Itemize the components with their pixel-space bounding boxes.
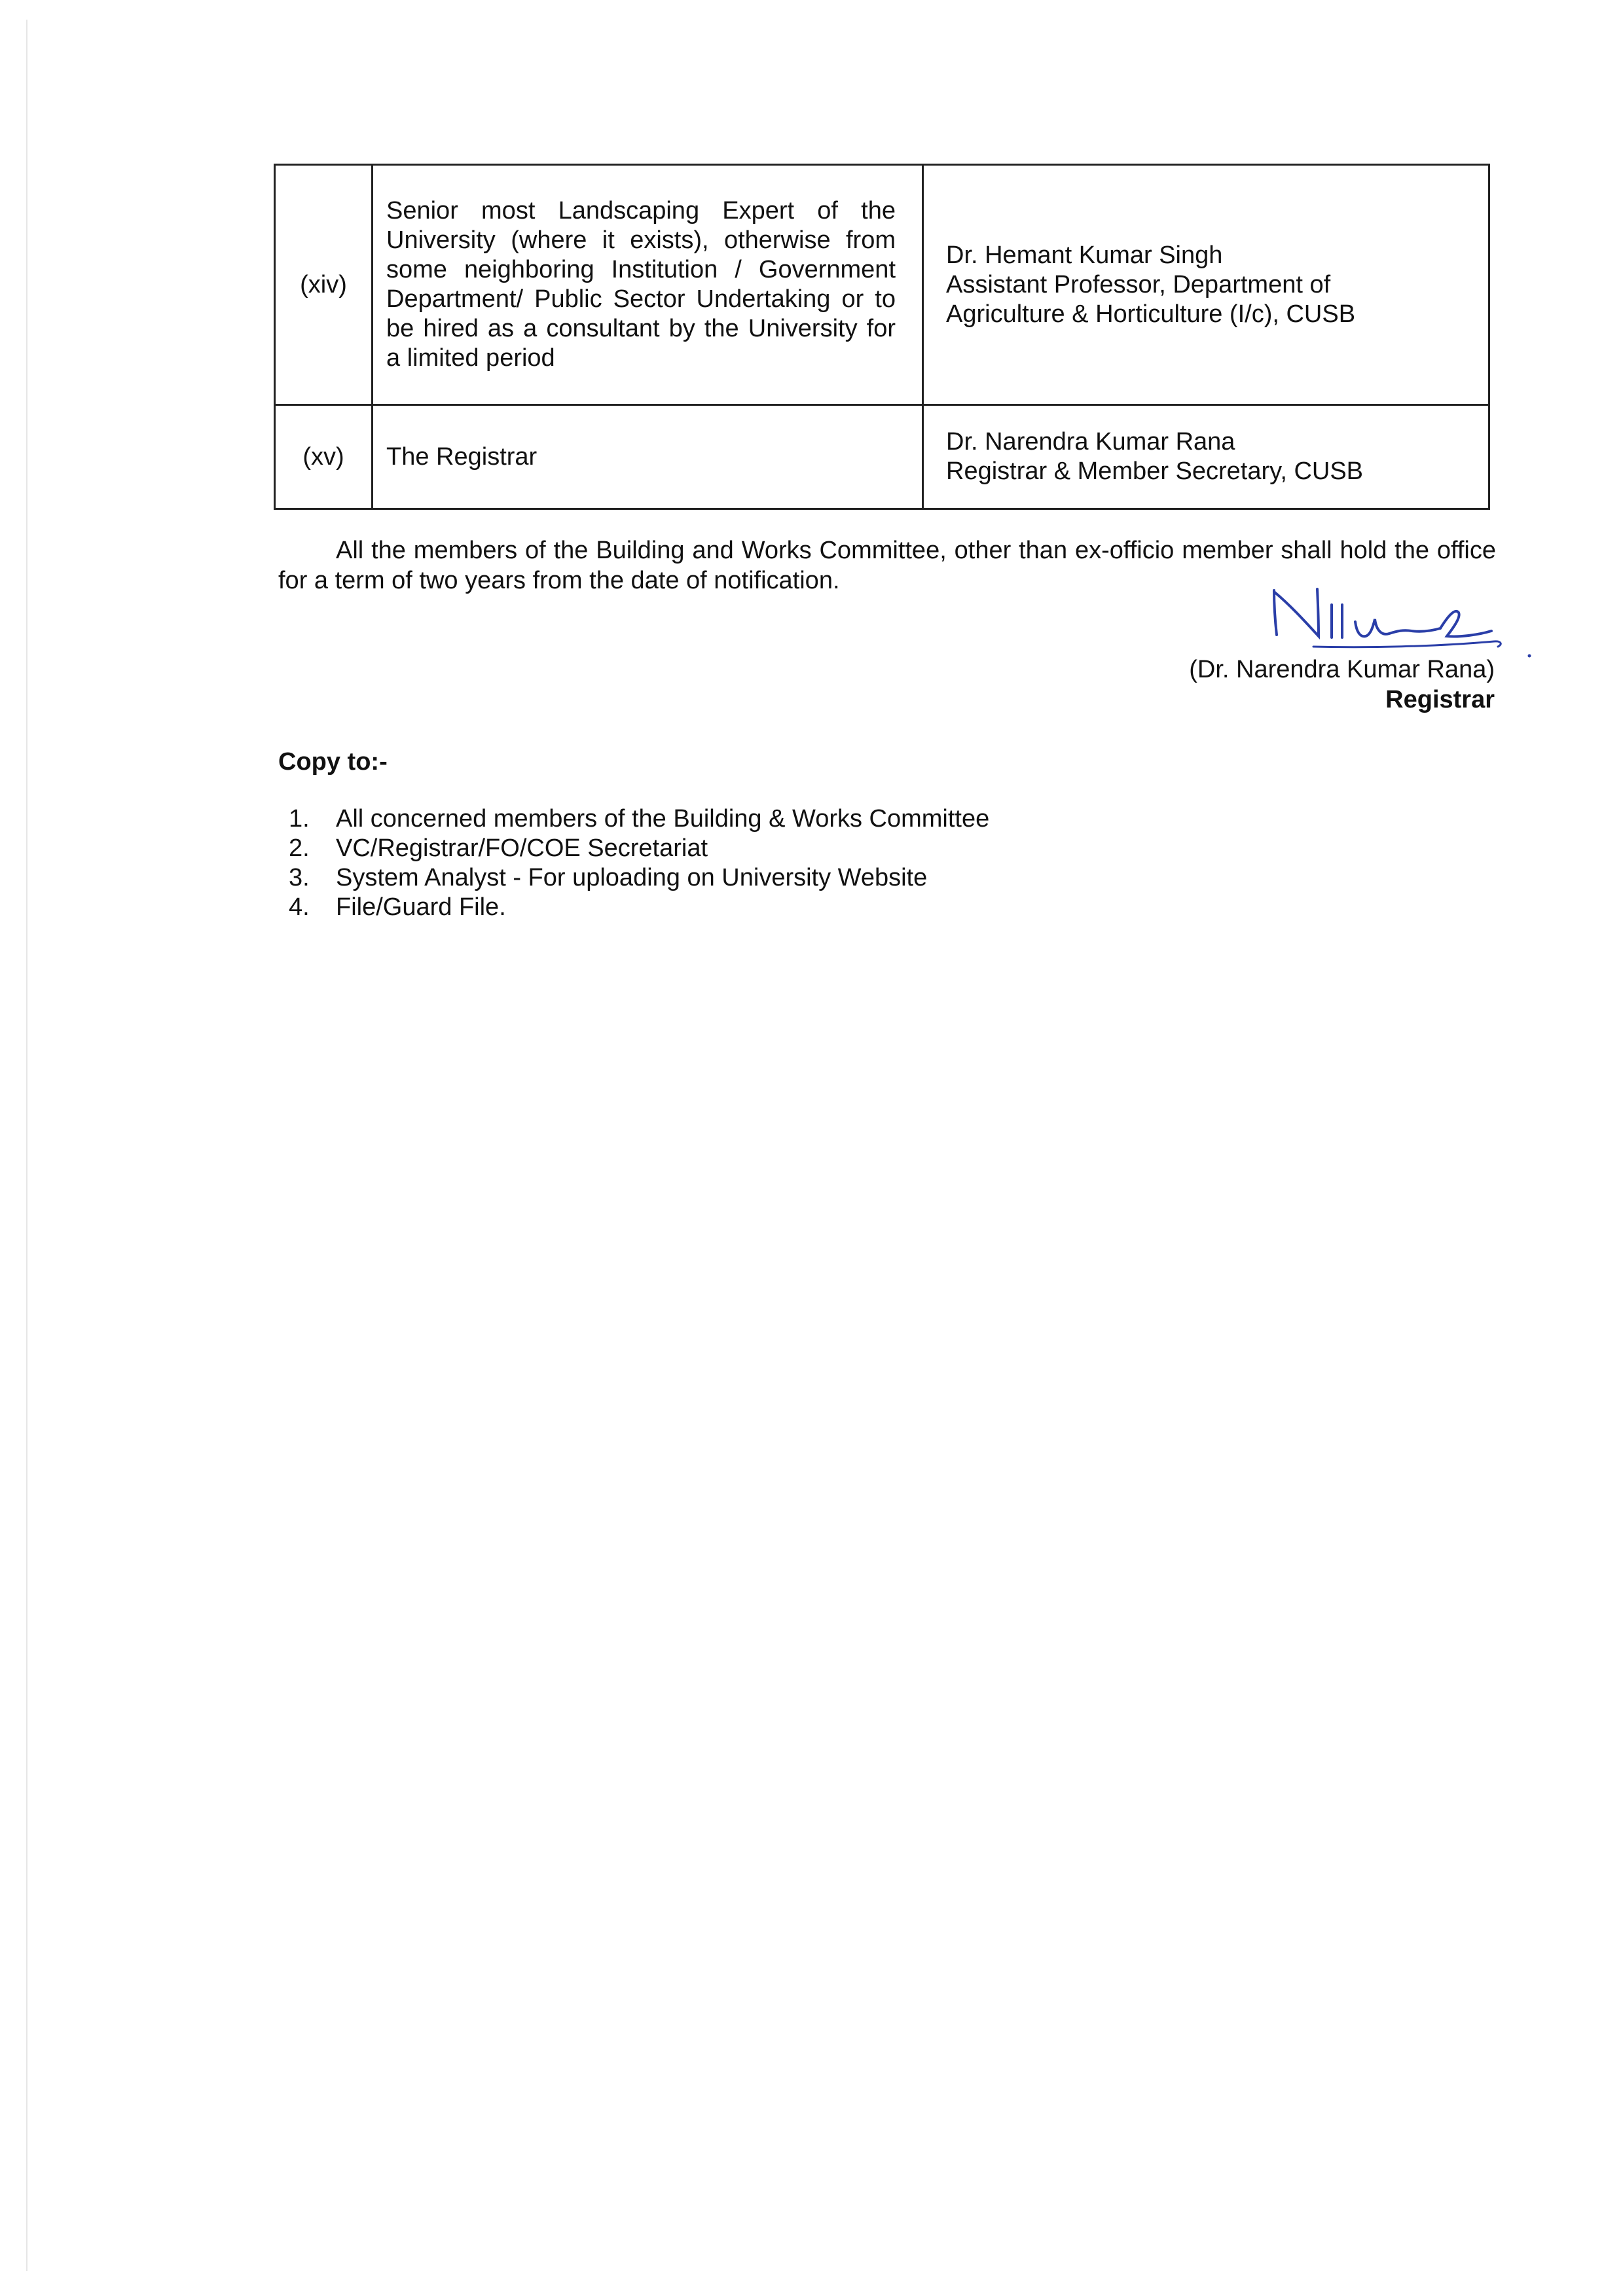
list-item: [278, 893, 989, 922]
member-designation: Assistant Professor, Department of: [946, 270, 1331, 298]
member-details: [924, 427, 1488, 486]
copy-to-list: [278, 804, 989, 922]
handwritten-signature: [1250, 576, 1539, 661]
row-number: (xiv): [275, 165, 373, 405]
list-item-text: System Analyst - For uploading on University Website: [336, 864, 928, 891]
list-item: [278, 863, 989, 893]
member-cell: [923, 165, 1489, 405]
row-description: Senior most Landscaping Expert of the University (where it exists), otherwise from some neighboring Institution / Government Department/ Public Sector Undertaking or to be hired as a consultant by the University for a limited period: [386, 197, 896, 372]
list-item-number: 4.: [289, 893, 310, 921]
member-name: Dr. Narendra Kumar Rana: [946, 428, 1235, 456]
committee-members-table: [274, 164, 1490, 510]
member-designation: Agriculture & Horticulture (I/c), CUSB: [946, 300, 1356, 328]
member-name: Dr. Hemant Kumar Singh: [946, 241, 1223, 269]
signatory-name: (Dr. Narendra Kumar Rana): [1189, 656, 1495, 683]
term-paragraph: All the members of the Building and Works Committee, other than ex-officio member shall hold the office for a term of two years from the date of notification.: [278, 537, 1496, 594]
list-item-number: 1.: [289, 805, 310, 833]
list-item-text: All concerned members of the Building & Works Committee: [336, 805, 990, 833]
member-designation: Registrar & Member Secretary, CUSB: [946, 457, 1364, 485]
list-item-text: VC/Registrar/FO/COE Secretariat: [336, 834, 708, 862]
member-details: [924, 241, 1488, 329]
row-description-cell: [373, 165, 923, 405]
list-item: [278, 804, 989, 834]
signatory-designation: Registrar: [1385, 686, 1495, 713]
signatory-block: [1189, 655, 1495, 715]
list-item-number: 2.: [289, 834, 310, 862]
row-number: (xv): [275, 405, 373, 509]
list-item-text: File/Guard File.: [336, 893, 506, 921]
row-description: The Registrar: [386, 442, 538, 471]
table-row: [275, 405, 1489, 509]
scan-edge-line: [26, 20, 27, 2271]
member-cell: [923, 405, 1489, 509]
row-description-cell: [373, 405, 923, 509]
list-item-number: 3.: [289, 864, 310, 891]
table-row: [275, 165, 1489, 405]
list-item: [278, 834, 989, 863]
copy-to-heading: Copy to:-: [278, 748, 388, 776]
